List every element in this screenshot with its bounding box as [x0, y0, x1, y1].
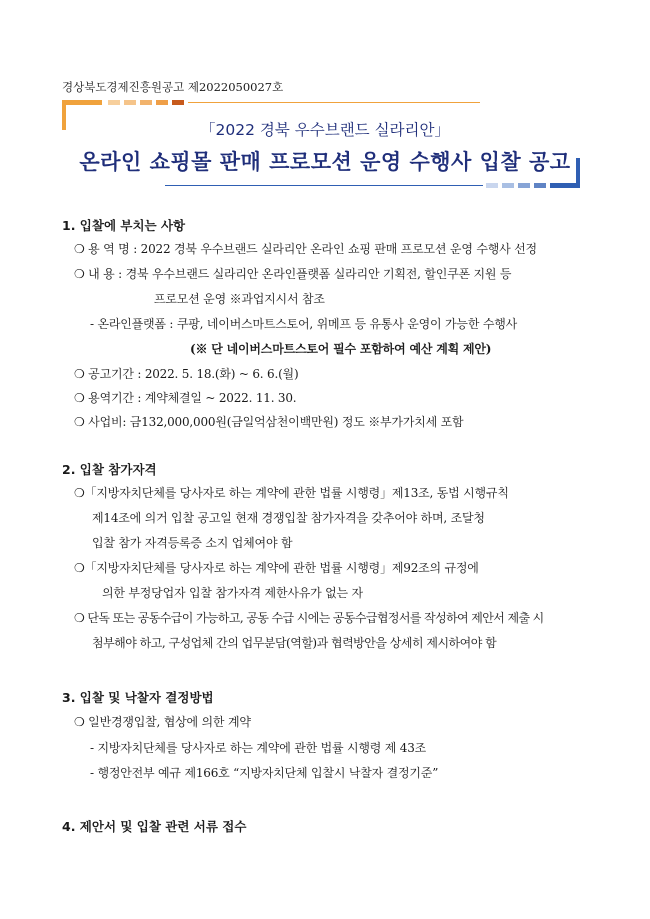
s2-line-1: ❍「지방자치단체를 당사자로 하는 계약에 관한 법률 시행령」제13조, 동법 시행규칙: [74, 486, 509, 500]
doc-number: 경상북도경제진흥원공고 제2022050027호: [62, 80, 284, 94]
s2-line-2: 제14조에 의거 입찰 공고일 현재 경쟁입찰 참가자격을 갖추어야 하며, 조달청: [92, 511, 485, 525]
s1-line-3: 프로모션 운영 ※과업지시서 참조: [154, 292, 325, 306]
section-4-heading: 4. 제안서 및 입찰 관련 서류 접수: [62, 819, 247, 834]
page-title: 온라인 쇼핑몰 판매 프로모션 운영 수행사 입찰 공고: [79, 150, 571, 174]
s2-line-6: ❍ 단독 또는 공동수급이 가능하고, 공동 수급 시에는 공동수급협정서를 작성하여 제안서 제출 시: [74, 611, 544, 625]
s2-line-7: 첨부해야 하고, 구성업체 간의 업무분담(역할)과 협력방안을 상세히 제시하여야 함: [92, 636, 497, 650]
section-2-heading: 2. 입찰 참가자격: [62, 462, 157, 477]
section-1-heading: 1. 입찰에 부치는 사항: [62, 218, 186, 233]
s3-line-2: - 지방자치단체를 당사자로 하는 계약에 관한 법률 시행령 제 43조: [90, 741, 427, 755]
s2-line-3: 입찰 참가 자격등록증 소지 업체여야 함: [92, 536, 293, 550]
title-sub: 「2022 경북 우수브랜드 실라리안」: [200, 121, 450, 139]
s1-line-1: ❍ 용 역 명 : 2022 경북 우수브랜드 실라리안 온라인 쇼핑 판매 프로모션 운영 수행사 선정: [74, 242, 537, 256]
s2-line-4: ❍「지방자치단체를 당사자로 하는 계약에 관한 법률 시행령」제92조의 규정에: [74, 561, 479, 575]
header-decoration-bottom: [0, 150, 650, 200]
s1-line-6: ❍ 공고기간 : 2022. 5. 18.(화) ~ 6. 6.(월): [74, 367, 299, 381]
s1-line-7: ❍ 용역기간 : 계약체결일 ~ 2022. 11. 30.: [74, 391, 297, 405]
s3-line-3: - 행정안전부 예규 제166호 “지방자치단체 입찰시 낙찰자 결정기준”: [90, 766, 439, 780]
section-3-heading: 3. 입찰 및 낙찰자 결정방법: [62, 690, 214, 705]
s1-line-2: ❍ 내 용 : 경북 우수브랜드 실라리안 온라인플랫폼 실라리안 기획전, 할인쿠폰 지원 등: [74, 267, 512, 281]
s1-line-4: - 온라인플랫폼 : 쿠팡, 네이버스마트스토어, 위메프 등 유통사 운영이 가능한 수행사: [90, 317, 518, 331]
s2-line-5: 의한 부정당업자 입찰 참가자격 제한사유가 없는 자: [102, 586, 363, 600]
s1-line-5: (※ 단 네이버스마트스토어 필수 포함하여 예산 계획 제안): [190, 342, 492, 356]
s3-line-1: ❍ 일반경쟁입찰, 협상에 의한 계약: [74, 715, 251, 729]
s1-line-8: ❍ 사업비: 금132,000,000원(금일억삼천이백만원) 정도 ※부가가치세 포함: [74, 415, 464, 429]
